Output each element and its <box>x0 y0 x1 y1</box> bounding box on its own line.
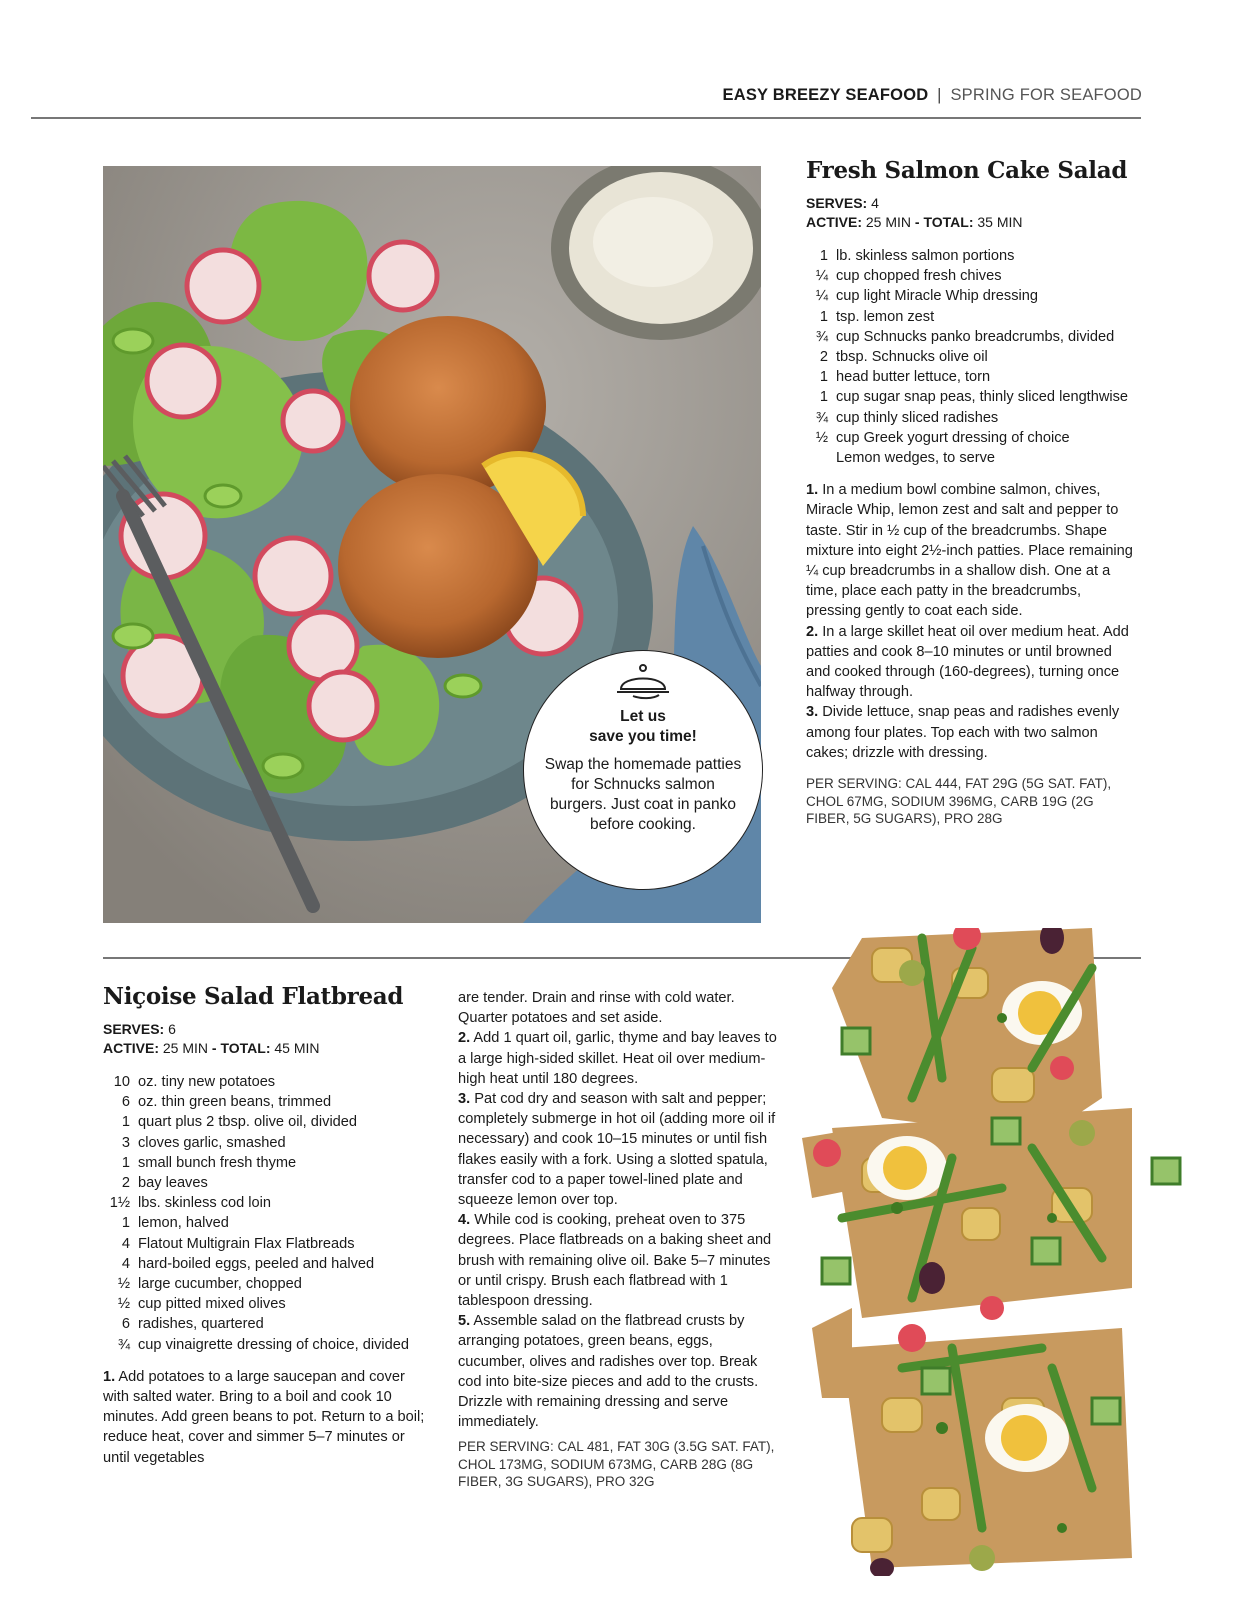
tip-title <box>524 707 762 747</box>
ingredient-qty: 1 <box>819 308 828 325</box>
ingredient-item <box>103 1314 433 1334</box>
header-separator: | <box>937 86 942 104</box>
step-number: 1. <box>806 482 819 499</box>
ingredient-qty: ½ <box>117 1296 130 1313</box>
step-text: Add 1 quart oil, garlic, thyme and bay leaves to a large high-sided skillet. Heat oil over medium-high heat until 180 degrees. <box>458 1030 777 1087</box>
serves-label: SERVES: <box>806 195 868 211</box>
ingredient-item <box>806 327 1136 347</box>
ingredient-qty: ¼ <box>815 268 828 285</box>
nicoise-flatbread-illustration <box>802 928 1216 1576</box>
active-value: 25 MIN <box>162 1040 209 1056</box>
active-label: ACTIVE: <box>103 1040 159 1056</box>
step-number: 2. <box>806 623 819 640</box>
ingredient-name: cup light Miracle Whip dressing <box>836 288 1038 305</box>
ingredient-item <box>806 387 1136 407</box>
step <box>458 1089 783 1210</box>
ingredient-item <box>103 1193 433 1213</box>
ingredient-qty: ¼ <box>815 288 828 305</box>
ingredient-qty: ¾ <box>117 1336 130 1353</box>
ingredient-item <box>806 367 1136 387</box>
active-label: ACTIVE: <box>806 214 862 230</box>
step <box>458 1210 783 1311</box>
ingredient-qty: 4 <box>121 1255 130 1272</box>
ingredient-item <box>806 246 1136 266</box>
total-value: 35 MIN <box>977 214 1023 230</box>
ingredient-name: cloves garlic, smashed <box>138 1134 286 1151</box>
step <box>103 1367 433 1468</box>
cloche-icon <box>613 663 673 701</box>
step-number: 3. <box>458 1091 471 1108</box>
step <box>458 1311 783 1432</box>
salmon-recipe-title: Fresh Salmon Cake Salad <box>806 157 1128 184</box>
serves-value: 6 <box>168 1021 176 1037</box>
ingredient-name: bay leaves <box>138 1175 208 1192</box>
subsection-title: SPRING FOR SEAFOOD <box>950 86 1142 104</box>
top-divider <box>31 117 1141 119</box>
salmon-recipe <box>806 157 1136 828</box>
ingredient-item <box>806 448 1136 468</box>
ingredient-qty: 6 <box>121 1094 130 1111</box>
ingredient-qty: 6 <box>121 1316 130 1333</box>
ingredient-qty: ½ <box>815 429 828 446</box>
ingredient-item <box>103 1213 433 1233</box>
ingredient-qty: 1 <box>819 369 828 386</box>
ingredient-name: cup Schnucks panko breadcrumbs, divided <box>836 328 1115 345</box>
ingredient-qty: 1½ <box>109 1195 130 1212</box>
ingredient-qty: 2 <box>121 1175 130 1192</box>
step-number: 1. <box>103 1368 116 1385</box>
serves-value: 4 <box>871 195 879 211</box>
ingredient-name: oz. tiny new potatoes <box>138 1074 276 1090</box>
ingredient-item <box>103 1173 433 1193</box>
nicoise-ingredients <box>103 1072 433 1355</box>
step <box>806 622 1136 703</box>
ingredient-name: lemon, halved <box>138 1215 229 1232</box>
step-text: Pat cod dry and season with salt and pepper; completely submerge in hot oil (adding more oil if necessary) and cook 10–15 minutes or until fish flakes easily with a fork. Using a slotted spatula, transfer cod to a paper towel-lined plate and squeeze lemon over top. <box>458 1091 776 1209</box>
ingredient-item <box>806 286 1136 306</box>
ingredient-qty: ½ <box>117 1276 130 1293</box>
ingredient-item <box>103 1092 433 1112</box>
ingredient-item <box>103 1254 433 1274</box>
ingredient-qty: 1 <box>121 1114 130 1131</box>
ingredient-name: cup chopped fresh chives <box>836 268 1002 285</box>
meta-dash: - <box>914 214 920 230</box>
total-value: 45 MIN <box>274 1040 320 1056</box>
ingredient-name: small bunch fresh thyme <box>138 1154 297 1171</box>
ingredient-item <box>103 1133 433 1153</box>
ingredient-qty: 1 <box>819 389 828 406</box>
step-text: Assemble salad on the flatbread crusts by arranging potatoes, green beans, eggs, cucumber, olives and radishes over top. Break cod into bite-size pieces and add to the crusts. Drizzle with remaining dressing and serve immediately. <box>458 1313 759 1431</box>
ingredient-item <box>103 1335 433 1355</box>
ingredient-qty: 1 <box>121 1154 130 1171</box>
nicoise-steps-part2 <box>458 988 783 1432</box>
step <box>458 1028 783 1089</box>
step <box>806 480 1136 621</box>
ingredient-name: radishes, quartered <box>138 1316 264 1333</box>
ingredient-qty: ¾ <box>815 328 828 345</box>
total-label: TOTAL: <box>923 214 974 230</box>
ingredient-item <box>806 347 1136 367</box>
ingredient-item <box>103 1274 433 1294</box>
step-continuation: are tender. Drain and rinse with cold water. Quarter potatoes and set aside. <box>458 990 735 1027</box>
nicoise-recipe <box>103 983 433 1468</box>
step-number: 5. <box>458 1313 471 1330</box>
ingredient-name: tbsp. Schnucks olive oil <box>836 349 988 366</box>
step-text: Add potatoes to a large saucepan and cover with salted water. Bring to a boil and cook 10 minutes. Add green beans to pot. Return to a boil; reduce heat, cover and simmer 5–7 minutes or until vegetables <box>103 1368 425 1466</box>
ingredient-qty: 1 <box>819 248 828 264</box>
total-label: TOTAL: <box>220 1040 271 1056</box>
ingredient-item <box>806 428 1136 448</box>
ingredient-item <box>806 266 1136 286</box>
salmon-recipe-meta <box>806 194 1136 232</box>
ingredient-item <box>806 307 1136 327</box>
salmon-ingredients <box>806 246 1136 468</box>
serves-label: SERVES: <box>103 1021 165 1037</box>
ingredient-name: hard-boiled eggs, peeled and halved <box>138 1255 375 1272</box>
step-number: 2. <box>458 1030 471 1047</box>
ingredient-name: lbs. skinless cod loin <box>138 1195 272 1212</box>
ingredient-item <box>103 1072 433 1092</box>
nicoise-recipe-meta <box>103 1020 433 1058</box>
ingredient-qty <box>806 448 836 468</box>
time-saving-tip <box>523 650 763 890</box>
ingredient-name: Lemon wedges, to serve <box>836 450 995 467</box>
step-text: Divide lettuce, snap peas and radishes evenly among four plates. Top each with two salmon cakes; drizzle with dressing. <box>806 704 1120 761</box>
ingredient-name: oz. thin green beans, trimmed <box>138 1094 332 1111</box>
nicoise-flatbread-photo <box>802 928 1216 1576</box>
salmon-nutrition: PER SERVING: CAL 444, FAT 29G (5G SAT. FAT), CHOL 67MG, SODIUM 396MG, CARB 19G (2G FIBER, 5G SUGARS), PRO 28G <box>806 776 1112 827</box>
step-number: 4. <box>458 1212 471 1229</box>
active-value: 25 MIN <box>865 214 912 230</box>
ingredient-name: Flatout Multigrain Flax Flatbreads <box>138 1235 355 1252</box>
tip-title-line2: save you time! <box>589 728 697 745</box>
section-title: EASY BREEZY SEAFOOD <box>722 86 929 104</box>
nicoise-steps-continued <box>458 988 783 1491</box>
ingredient-qty: 10 <box>113 1074 130 1090</box>
ingredient-name: large cucumber, chopped <box>138 1276 302 1293</box>
step <box>806 702 1136 763</box>
ingredient-qty: 1 <box>121 1215 130 1232</box>
step-number: 3. <box>806 704 819 721</box>
ingredient-qty: 3 <box>121 1134 130 1151</box>
nicoise-recipe-title: Niçoise Salad Flatbread <box>103 983 404 1010</box>
ingredient-name: cup vinaigrette dressing of choice, divided <box>138 1336 409 1353</box>
ingredient-item <box>103 1294 433 1314</box>
nicoise-nutrition: PER SERVING: CAL 481, FAT 30G (3.5G SAT. FAT), CHOL 173MG, SODIUM 673MG, CARB 28G (8G FIBER, 3G SUGARS), PRO 32G <box>458 1439 775 1490</box>
ingredient-name: tsp. lemon zest <box>836 308 935 325</box>
ingredient-item <box>806 408 1136 428</box>
ingredient-name: cup thinly sliced radishes <box>836 409 999 426</box>
ingredient-qty: 2 <box>819 349 828 366</box>
ingredient-item <box>103 1234 433 1254</box>
ingredient-name: lb. skinless salmon portions <box>836 248 1015 264</box>
ingredient-qty: 4 <box>121 1235 130 1252</box>
tip-body: Swap the homemade patties for Schnucks salmon burgers. Just coat in panko before cooking. <box>544 756 742 833</box>
ingredient-item <box>103 1112 433 1132</box>
ingredient-name: quart plus 2 tbsp. olive oil, divided <box>138 1114 358 1131</box>
page-header <box>723 86 1142 105</box>
step-text: In a medium bowl combine salmon, chives, Miracle Whip, lemon zest and salt and pepper to taste. Stir in ½ cup of the breadcrumbs. Shape mixture into eight 2½-inch patties. Place remaining ¼ cup breadcrumbs in a shallow dish. One at a time, place each patty in the breadcrumbs, pressing gently to coat each side. <box>806 482 1133 620</box>
ingredient-item <box>103 1153 433 1173</box>
ingredient-name: cup Greek yogurt dressing of choice <box>836 429 1070 446</box>
nicoise-steps-part1 <box>103 1367 433 1468</box>
step-text: In a large skillet heat oil over medium heat. Add patties and cook 8–10 minutes or until browned and cooked through (160-degrees), turning once halfway through. <box>806 623 1129 701</box>
tip-title-line1: Let us <box>620 708 666 725</box>
ingredient-name: head butter lettuce, torn <box>836 369 991 386</box>
ingredient-name: cup sugar snap peas, thinly sliced lengthwise <box>836 389 1129 406</box>
step-text: While cod is cooking, preheat oven to 375 degrees. Place flatbreads on a baking sheet and brush with remaining olive oil. Bake 5–7 minutes or until crispy. Brush each flatbread with 1 tablespoon dressing. <box>458 1212 772 1310</box>
ingredient-name: cup pitted mixed olives <box>138 1296 286 1313</box>
ingredient-qty: ¾ <box>815 409 828 426</box>
meta-dash: - <box>211 1040 217 1056</box>
salmon-steps <box>806 480 1136 763</box>
